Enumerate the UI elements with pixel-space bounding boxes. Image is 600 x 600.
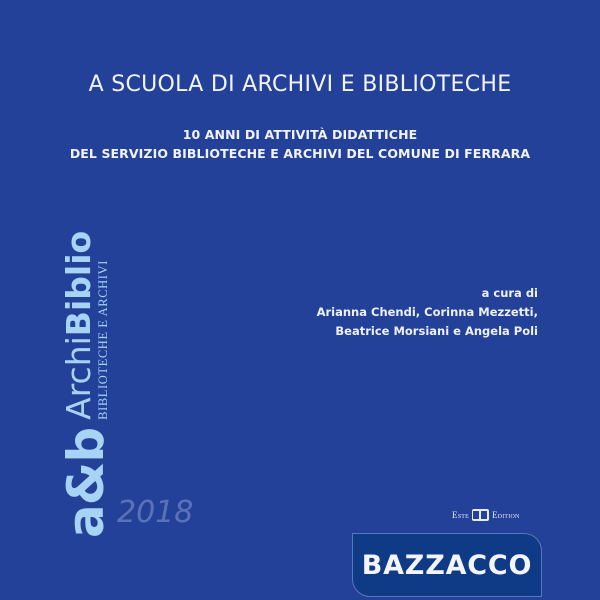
editors-block — [317, 284, 538, 341]
badge-label: BAZZACCO — [361, 549, 533, 581]
series-year: 2018 — [117, 495, 194, 530]
logo-text-group — [59, 230, 110, 420]
book-icon — [472, 509, 489, 521]
editors-intro: a cura di — [481, 286, 538, 300]
subtitle-line-2: DEL SERVIZIO BIBLIOTECHE E ARCHIVI DEL COMUNE DI FERRARA — [69, 146, 531, 161]
logo-tagline: BIBLIOTECHE E ARCHIVI — [96, 260, 110, 420]
book-title: A SCUOLA DI ARCHIVI E BIBLIOTECHE — [88, 72, 512, 97]
editors-line-2: Beatrice Morsiani e Angela Poli — [335, 324, 538, 338]
logo-name-bold: Biblio — [59, 230, 98, 337]
publisher-name-right: Edition — [491, 510, 520, 520]
publisher-logo — [452, 509, 520, 521]
logo-name — [59, 230, 98, 420]
logo-name-light: Archi — [59, 336, 98, 420]
subtitle-line-1: 10 ANNI DI ATTIVITÀ DIDATTICHE — [182, 127, 418, 142]
editors-line-1: Arianna Chendi, Corinna Mezzetti, — [316, 305, 538, 319]
bazzacco-badge — [352, 533, 542, 597]
publisher-name-left: Este — [452, 510, 469, 520]
series-logo — [57, 230, 115, 538]
logo-monogram: a&b — [57, 427, 115, 538]
